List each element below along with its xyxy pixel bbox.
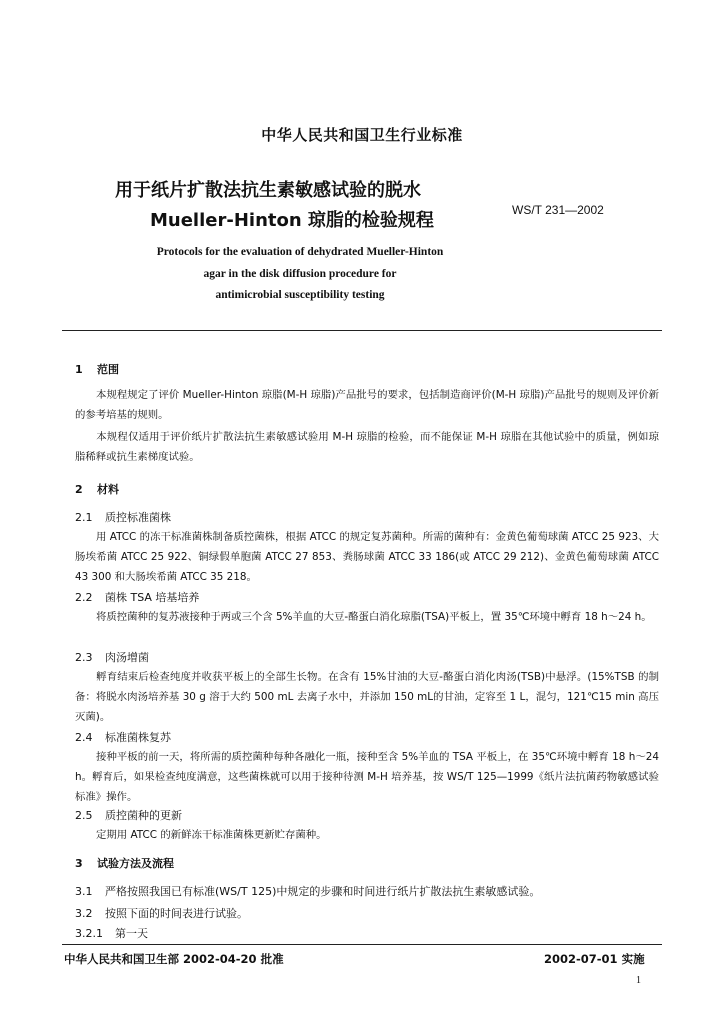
title-cn-line2: Mueller-Hinton 琼脂的检验规程: [150, 210, 434, 231]
title-en-line3: antimicrobial susceptibility testing: [215, 289, 385, 301]
clause-number: 3.1: [75, 885, 93, 898]
approval-statement: 中华人民共和国卫生部 2002-04-20 批准: [64, 952, 284, 966]
subsection-number: 2.3: [75, 651, 93, 664]
subsection-2-4-heading: [75, 729, 171, 745]
section-title: 范围: [97, 363, 119, 376]
subsection-number: 2.2: [75, 591, 93, 604]
subsection-title: 质控标准菌株: [105, 511, 171, 524]
header-divider: [62, 330, 662, 331]
section-number: 3: [75, 857, 83, 870]
subsection-2-4-paragraph: [75, 747, 659, 807]
standard-number: WS/T 231—2002: [512, 203, 604, 217]
section-number: 2: [75, 483, 83, 496]
section-1-paragraph-2: [75, 427, 659, 467]
paragraph-text: 定期用 ATCC 的新鲜冻干标准菌株更新贮存菌种。: [96, 829, 327, 841]
subsection-title: 标准菌株复苏: [105, 731, 171, 744]
paragraph-text: 孵育结束后检查纯度并收获平板上的全部生长物。在含有 15%甘油的大豆-酪蛋白消化肉汤(TSB)中悬浮。(15%TSB 的制备：将脱水肉汤培养基 30 g 溶于大约 500 mL 去离子水中，并添加 150 mL的甘油，定容至 1 L，混匀，121℃15 min 高压灭菌)。: [75, 671, 659, 723]
subsection-2-5-heading: [75, 807, 182, 823]
paragraph-text: 用 ATCC 的冻干标准菌株制备质控菌株，根据 ATCC 的规定复苏菌种。所需的菌种有：金黄色葡萄球菌 ATCC 25 923、大肠埃希菌 ATCC 25 922、铜绿假单胞菌 ATCC 27 853、粪肠球菌 ATCC 33 186(或 ATCC 29 212)、金黄色葡萄球菌 ATCC 43 300 和大肠埃希菌 ATCC 35 218。: [75, 531, 659, 583]
section-title: 材料: [97, 483, 119, 496]
page-number: 1: [636, 975, 641, 986]
clause-3-2: [75, 905, 248, 921]
subsection-2-5-paragraph: [75, 825, 659, 845]
subsection-title: 肉汤增菌: [105, 651, 149, 664]
subsection-2-3-heading: [75, 649, 149, 665]
subsection-title: 质控菌种的更新: [105, 809, 182, 822]
subsection-title: 菌株 TSA 培基培养: [105, 591, 200, 604]
footer-divider: [62, 944, 662, 945]
subsection-number: 2.1: [75, 511, 93, 524]
clause-number: 3.2: [75, 907, 93, 920]
clause-text: 严格按照我国已有标准(WS/T 125)中规定的步骤和时间进行纸片扩散法抗生素敏感试验。: [105, 885, 541, 898]
subsection-2-2-paragraph: [75, 607, 659, 627]
section-2-heading: [75, 481, 119, 497]
section-1-heading: [75, 361, 119, 377]
title-en-line2: agar in the disk diffusion procedure for: [203, 268, 397, 280]
clause-text: 按照下面的时间表进行试验。: [105, 907, 248, 920]
title-en-line1: Protocols for the evaluation of dehydrated Mueller-Hinton: [156, 246, 444, 258]
clause-number: 3.2.1: [75, 927, 103, 940]
subsection-2-1-heading: [75, 509, 171, 525]
title-cn-line1: 用于纸片扩散法抗生素敏感试验的脱水: [115, 180, 421, 201]
subsection-number: 2.4: [75, 731, 93, 744]
section-title: 试验方法及流程: [97, 857, 174, 870]
section-1-paragraph-1: [75, 385, 659, 425]
paragraph-text: 本规程规定了评价 Mueller-Hinton 琼脂(M-H 琼脂)产品批号的要求，包括制造商评价(M-H 琼脂)产品批号的规则及评价新的参考培基的规则。: [75, 389, 659, 421]
section-number: 1: [75, 363, 83, 376]
subsection-2-2-heading: [75, 589, 199, 605]
paragraph-text: 接种平板的前一天，将所需的质控菌种每种各融化一瓶，接种至含 5%羊血的 TSA 平板上，在 35℃环境中孵育 18 h～24 h。孵育后，如果检查纯度满意，这些菌株就可以用于接种待测 M-H 培养基，按 WS/T 125—1999《纸片法抗菌药物敏感试验标准》操作。: [75, 751, 659, 803]
paragraph-text: 将质控菌种的复苏液接种于两或三个含 5%羊血的大豆-酪蛋白消化琼脂(TSA)平板上，置 35℃环境中孵育 18 h～24 h。: [96, 611, 652, 623]
subsection-2-3-paragraph: [75, 667, 659, 727]
issuing-body-header: 中华人民共和国卫生行业标准: [261, 126, 463, 144]
clause-text: 第一天: [115, 927, 148, 940]
effective-date: 2002-07-01 实施: [544, 952, 645, 966]
section-3-heading: [75, 855, 174, 871]
subsection-number: 2.5: [75, 809, 93, 822]
clause-3-1: [75, 883, 540, 899]
clause-3-2-1: [75, 925, 148, 941]
subsection-2-1-paragraph: [75, 527, 659, 587]
paragraph-text: 本规程仅适用于评价纸片扩散法抗生素敏感试验用 M-H 琼脂的检验，而不能保证 M-H 琼脂在其他试验中的质量，例如琼脂稀释或抗生素梯度试验。: [75, 431, 659, 463]
